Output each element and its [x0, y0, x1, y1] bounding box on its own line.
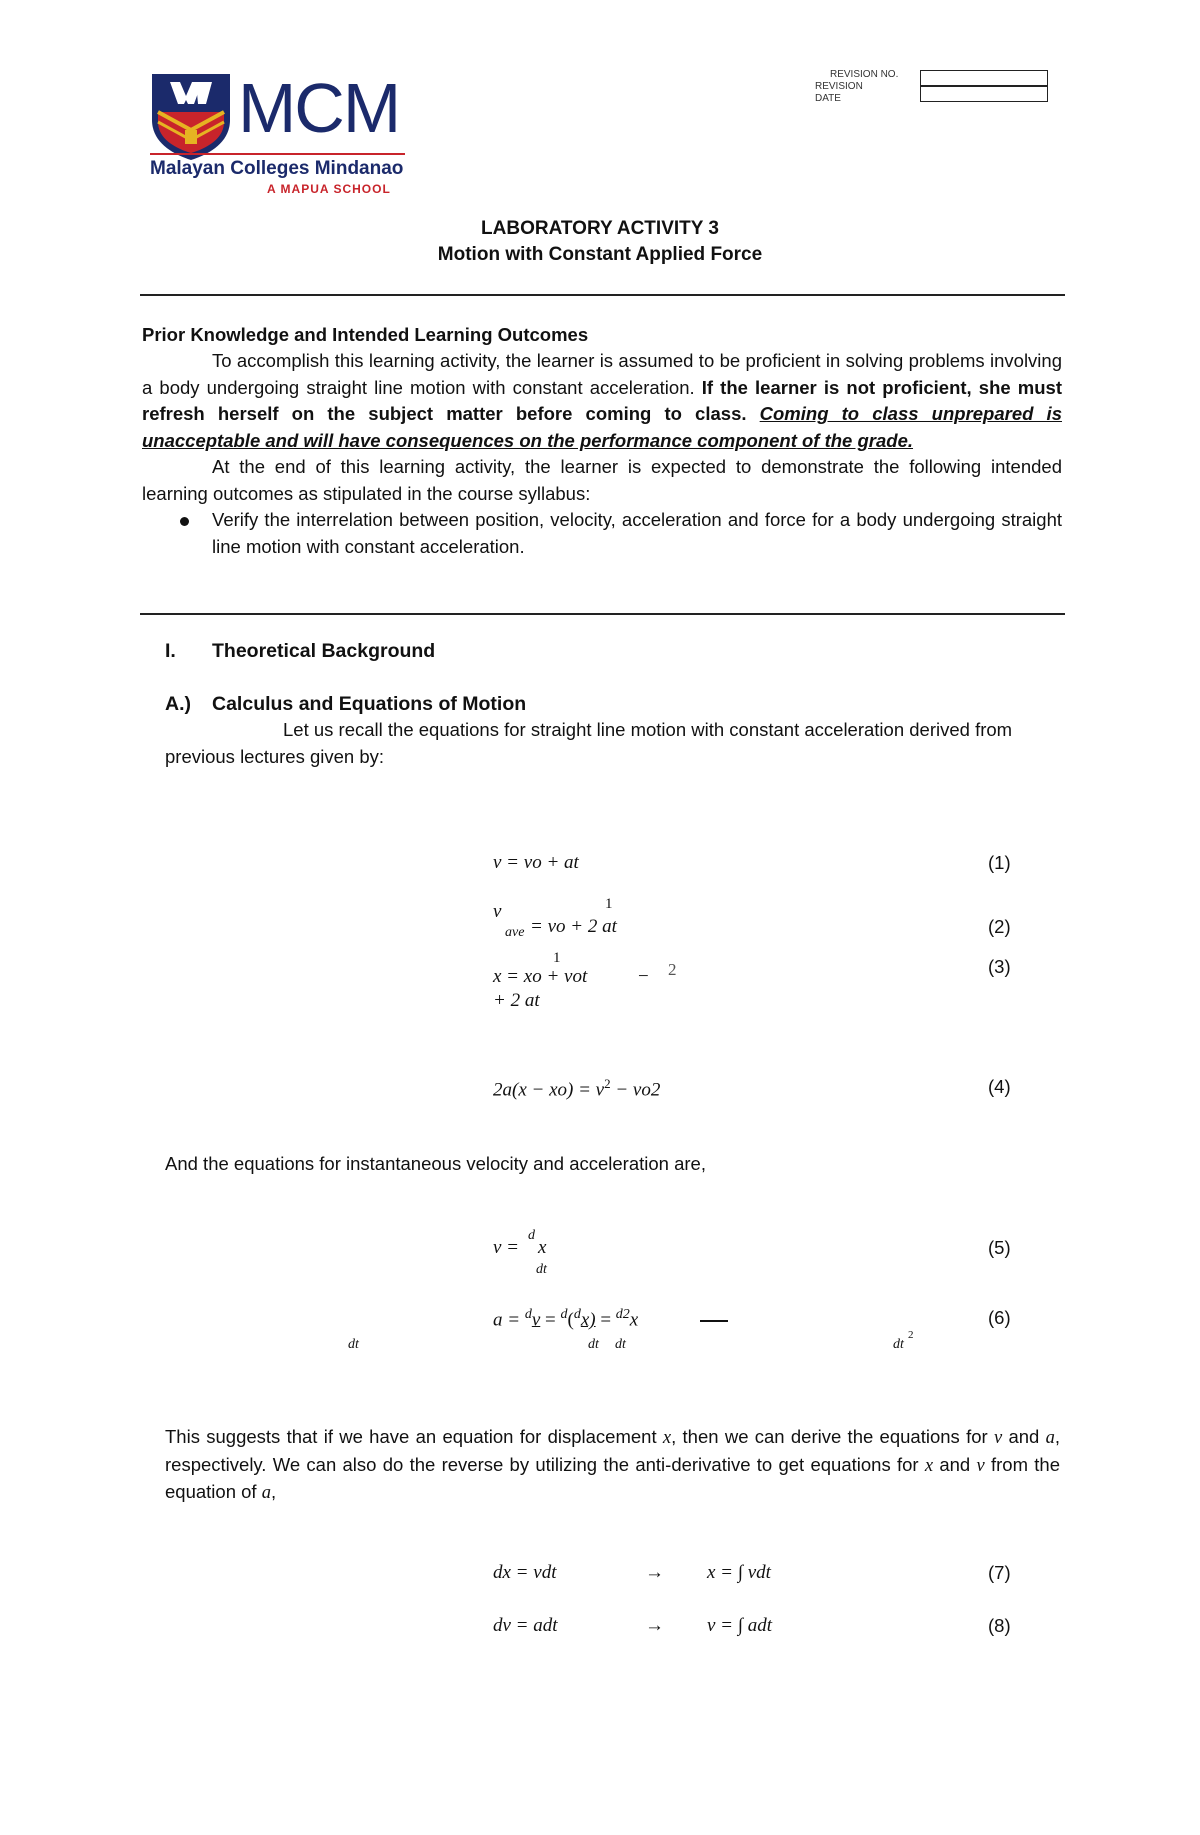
- revision-date-box[interactable]: [920, 86, 1048, 102]
- equation-3-sup: 1: [553, 950, 561, 966]
- revision-date-label-1: REVISION: [815, 81, 863, 92]
- equation-7-arrow: →: [645, 1562, 664, 1583]
- equation-3-line1: x = xo + vot: [493, 966, 588, 987]
- equation-6-d3: d: [573, 1307, 581, 1322]
- equation-6: [493, 1307, 638, 1331]
- suggest-text-4: , respectively. We can also do the reverse by utilizing the anti-derivative to get equations for: [165, 1426, 1061, 1475]
- suggest-v2: v: [976, 1455, 985, 1476]
- section-title: Theoretical Background: [212, 640, 436, 662]
- school-tagline: A MAPUA SCHOOL: [267, 182, 391, 196]
- prior-paragraph: [142, 348, 1062, 454]
- equation-1-number: (1): [988, 852, 1011, 873]
- activity-subtitle: Motion with Constant Applied Force: [437, 244, 763, 265]
- equation-8-lhs: dv = adt: [493, 1615, 558, 1636]
- suggest-a2: a: [261, 1483, 271, 1503]
- equation-4-number: (4): [988, 1076, 1011, 1097]
- equation-6-d4: d2: [615, 1307, 630, 1322]
- equation-4-tail: − vo2: [610, 1079, 661, 1101]
- equation-6-v: v: [531, 1309, 541, 1331]
- equation-6-dt4: dt: [893, 1337, 904, 1352]
- intro-paragraph: Let us recall the equations for straight line motion with constant acceleration derived from previous lectures given by:: [165, 719, 1013, 767]
- equation-3-minus: −: [638, 966, 649, 987]
- divider-top: [140, 294, 1065, 296]
- equation-5-lhs: v =: [493, 1237, 520, 1258]
- equation-1: v = vo + at: [493, 852, 579, 873]
- logo-rule: [150, 153, 405, 155]
- equation-5-number: (5): [988, 1237, 1011, 1258]
- equation-6-x1: x): [580, 1309, 596, 1331]
- equation-8-number: (8): [988, 1615, 1011, 1636]
- suggest-text-6: from the equation of: [165, 1453, 1060, 1502]
- suggest-text-2: , then we can derive the equations for: [671, 1426, 994, 1447]
- suggest-x: x: [662, 1428, 672, 1448]
- equation-7-rhs: x = ∫ vdt: [707, 1562, 771, 1583]
- prior-p1-bold: If the learner is not proficient, she must refresh herself on the subject matter before coming to class.: [142, 376, 1062, 424]
- equation-6-x2: x: [629, 1309, 639, 1331]
- subsection-number: A.): [165, 693, 191, 715]
- equation-6-dt2: dt: [588, 1337, 599, 1352]
- school-name: Malayan Colleges Mindanao: [150, 158, 404, 179]
- equation-5-dt: dt: [536, 1262, 547, 1277]
- revision-no-label: REVISION NO.: [830, 69, 899, 80]
- equation-7-lhs: dx = vdt: [493, 1562, 557, 1583]
- equation-4: [493, 1076, 660, 1101]
- equation-6-fraction-bar: [700, 1320, 728, 1322]
- equation-2-v: v: [493, 901, 502, 922]
- equation-8-rhs: v = ∫ adt: [707, 1615, 772, 1636]
- crest-icon: [150, 72, 232, 160]
- equation-4-main: 2a(x − xo) = v: [493, 1079, 605, 1101]
- school-logo: [150, 70, 410, 200]
- equation-3-number: (3): [988, 956, 1011, 977]
- revision-block: [815, 68, 1055, 108]
- equation-6-eq: =: [540, 1309, 561, 1331]
- outcomes-paragraph: At the end of this learning activity, the learner is expected to demonstrate the following intended learning outcomes as stipulated in the course syllabus:: [142, 456, 1062, 504]
- equation-6-number: (6): [988, 1307, 1011, 1328]
- equation-3-line2: + 2 at: [493, 990, 540, 1011]
- equation-6-d2: d: [560, 1307, 568, 1322]
- equation-6-dt3: dt: [615, 1337, 626, 1352]
- equation-2-rest: = vo + 2 at: [530, 916, 617, 937]
- activity-title: LABORATORY ACTIVITY 3: [481, 218, 719, 239]
- equation-4-square: 2: [604, 1076, 611, 1091]
- suggest-text-7: ,: [270, 1481, 277, 1502]
- revision-date-label-2: DATE: [815, 93, 841, 104]
- suggest-text-5: and: [933, 1453, 977, 1475]
- prior-p1-warning: Coming to class unprepared is unacceptable and will have consequences on the performance component of the grade.: [142, 403, 1062, 451]
- suggest-v: v: [993, 1428, 1003, 1448]
- subsection-title: Calculus and Equations of Motion: [212, 693, 527, 715]
- equation-2-sup: 1: [605, 896, 613, 912]
- equation-3-two: 2: [668, 960, 677, 979]
- outcome-bullet: Verify the interrelation between position, velocity, acceleration and force for a body undergoing straight line motion with constant acceleration.: [212, 509, 1062, 557]
- suggest-text-1: This suggests that if we have an equation for displacement: [165, 1426, 663, 1447]
- equation-5-d: d: [528, 1228, 535, 1243]
- suggest-x2: x: [924, 1455, 934, 1476]
- equation-6-a: a =: [493, 1309, 525, 1331]
- velocity-intro: And the equations for instantaneous velocity and acceleration are,: [165, 1153, 706, 1174]
- suggest-a: a: [1045, 1428, 1055, 1448]
- equation-6-dt1: dt: [348, 1337, 359, 1352]
- equation-7-number: (7): [988, 1562, 1011, 1583]
- equation-6-dt4-square: 2: [908, 1329, 914, 1341]
- logo-name: MCM: [238, 69, 400, 147]
- equation-6-d1: d: [524, 1307, 532, 1322]
- divider-mid: [140, 613, 1065, 615]
- revision-no-box[interactable]: [920, 70, 1048, 86]
- equation-6-eq2: =: [595, 1309, 616, 1331]
- equation-2-ave: ave: [505, 925, 525, 940]
- bullet-icon: [180, 517, 189, 526]
- prior-p1-normal: To accomplish this learning activity, the learner is assumed to be proficient in solving problems involving a body undergoing straight line motion with constant acceleration.: [142, 350, 1062, 398]
- equation-2-number: (2): [988, 916, 1011, 937]
- equation-5-x: x: [538, 1237, 547, 1258]
- prior-heading: Prior Knowledge and Intended Learning Outcomes: [142, 324, 589, 345]
- section-number: I.: [165, 640, 176, 662]
- suggest-text-3: and: [1002, 1426, 1046, 1447]
- equation-8-arrow: →: [645, 1615, 664, 1636]
- antiderivative-paragraph: [165, 1424, 1060, 1507]
- equation-6-paren: (: [567, 1309, 574, 1331]
